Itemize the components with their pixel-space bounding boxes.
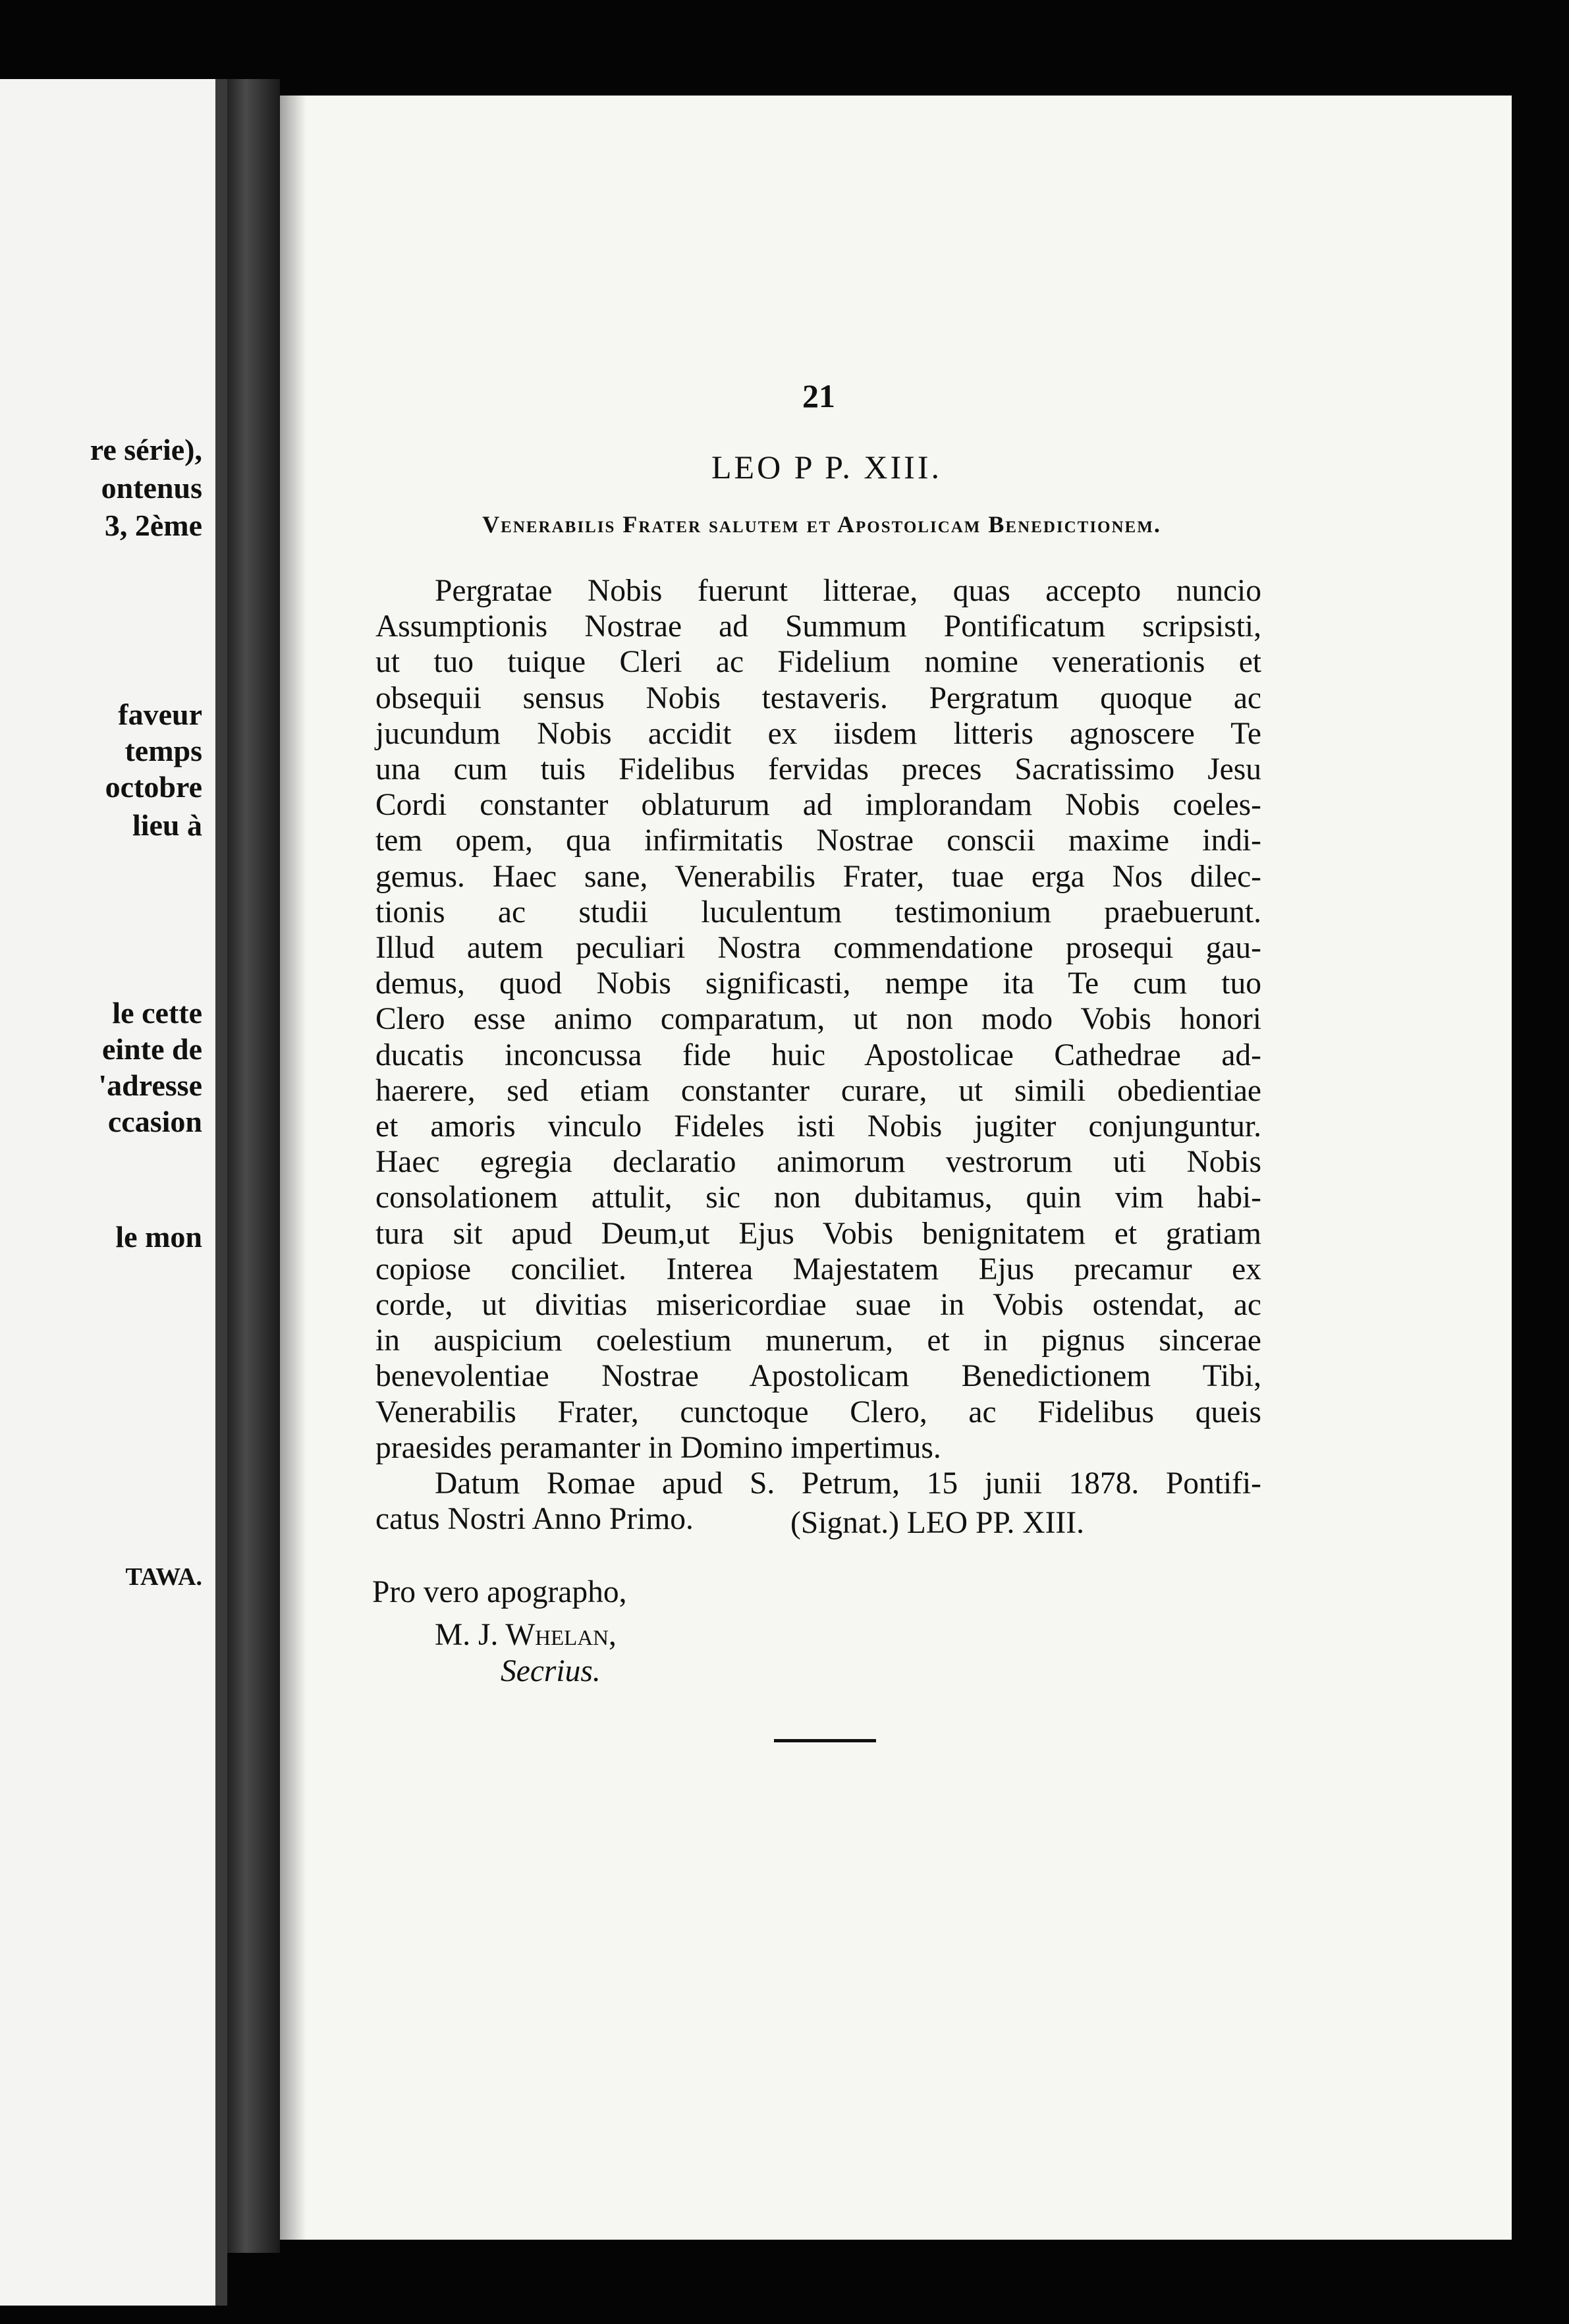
body-line: benevolentiae Nostrae Apostolicam Benedictionem Tibi, [375,1359,1261,1394]
left-page-line: le cette [112,996,202,1030]
body-line: demus, quod Nobis significasti, nempe ita Te cum tuo [375,966,1261,1001]
body-line: praesides peramanter in Domino impertimus. [375,1430,941,1465]
body-line: consolationem attulit, sic non dubitamus, quin vim habi- [375,1180,1261,1215]
left-page-line: faveur [118,698,202,731]
body-line: ducatis inconcussa fide huic Apostolicae Cathedrae ad- [375,1038,1261,1072]
body-line: Clero esse animo comparatum, ut non modo Vobis honori [375,1002,1261,1037]
body-line: tem opem, qua infirmitatis Nostrae conscii maxime indi- [375,823,1261,858]
dated-line: catus Nostri Anno Primo. [375,1502,694,1537]
left-page-line: ccasion [107,1105,202,1138]
body-line: Assumptionis Nostrae ad Summum Pontificatum scripsisti, [375,609,1261,644]
body-line: ut tuo tuique Cleri ac Fidelium nomine venerationis et [375,645,1261,680]
left-page-line: 3, 2ème [104,509,202,542]
dated-line: Datum Romae apud S. Petrum, 15 junii 1878. Pontifi- [435,1466,1261,1501]
body-line: corde, ut divitias misericordiae suae in Vobis ostendat, ac [375,1288,1261,1323]
page-number: 21 [802,377,835,414]
salutation: Venerabilis Frater salutem et Apostolicam Benedictionem. [482,511,1161,538]
body-line: Cordi constanter oblaturum ad implorandam Nobis coeles- [375,788,1261,823]
body-line: Venerabilis Frater, cunctoque Clero, ac Fidelibus queis [375,1395,1261,1429]
body-line: in auspicium coelestium munerum, et in pignus sincerae [375,1323,1261,1358]
left-page-line: le mon [115,1220,202,1254]
closing-rule [774,1739,876,1742]
attester-title: Secrius. [501,1654,601,1688]
left-page-line: lieu à [132,808,202,842]
letter-heading: LEO P P. XIII. [711,449,942,485]
body-line: Haec egregia declaratio animorum vestrorum uti Nobis [375,1145,1261,1180]
attestation-line: Pro vero apographo, [372,1575,627,1609]
body-line: obsequii sensus Nobis testaveris. Pergratum quoque ac [375,680,1261,715]
body-line: copiose conciliet. Interea Majestatem Ejus precamur ex [375,1252,1261,1286]
left-page-line: einte de [101,1032,202,1066]
body-line: tura sit apud Deum,ut Ejus Vobis benignitatem et gratiam [375,1216,1261,1251]
left-page-edge [215,79,227,2306]
left-facing-page [0,79,227,2306]
book-gutter [227,79,280,2253]
page-shadow [280,96,306,2240]
left-page-line: octobre [105,770,202,804]
left-page-line: TAWA. [125,1563,202,1591]
body-line: tionis ac studii luculentum testimonium praebuerunt. [375,895,1261,929]
body-line: gemus. Haec sane, Venerabilis Frater, tuae erga Nos dilec- [375,859,1261,894]
body-line: Illud autem peculiari Nostra commendatione prosequi gau- [375,931,1261,966]
left-page-line: ontenus [101,471,202,505]
body-line: haerere, sed etiam constanter curare, ut simili obedientiae [375,1073,1261,1108]
body-line: jucundum Nobis accidit ex iisdem litteris agnoscere Te [375,716,1261,751]
signature-line: (Signat.) LEO PP. XIII. [790,1506,1084,1540]
left-page-line: re série), [90,433,202,466]
letter-body [375,573,1261,1537]
attester-name: M. J. Whelan, [435,1618,617,1652]
left-page-line: temps [124,734,202,767]
body-line: una cum tuis Fidelibus fervidas preces Sacratissimo Jesu [375,752,1261,787]
body-line: Pergratae Nobis fuerunt litterae, quas accepto nuncio [435,574,1261,608]
left-page-line: 'adresse [98,1068,202,1102]
body-line: et amoris vinculo Fideles isti Nobis jugiter conjunguntur. [375,1109,1261,1144]
